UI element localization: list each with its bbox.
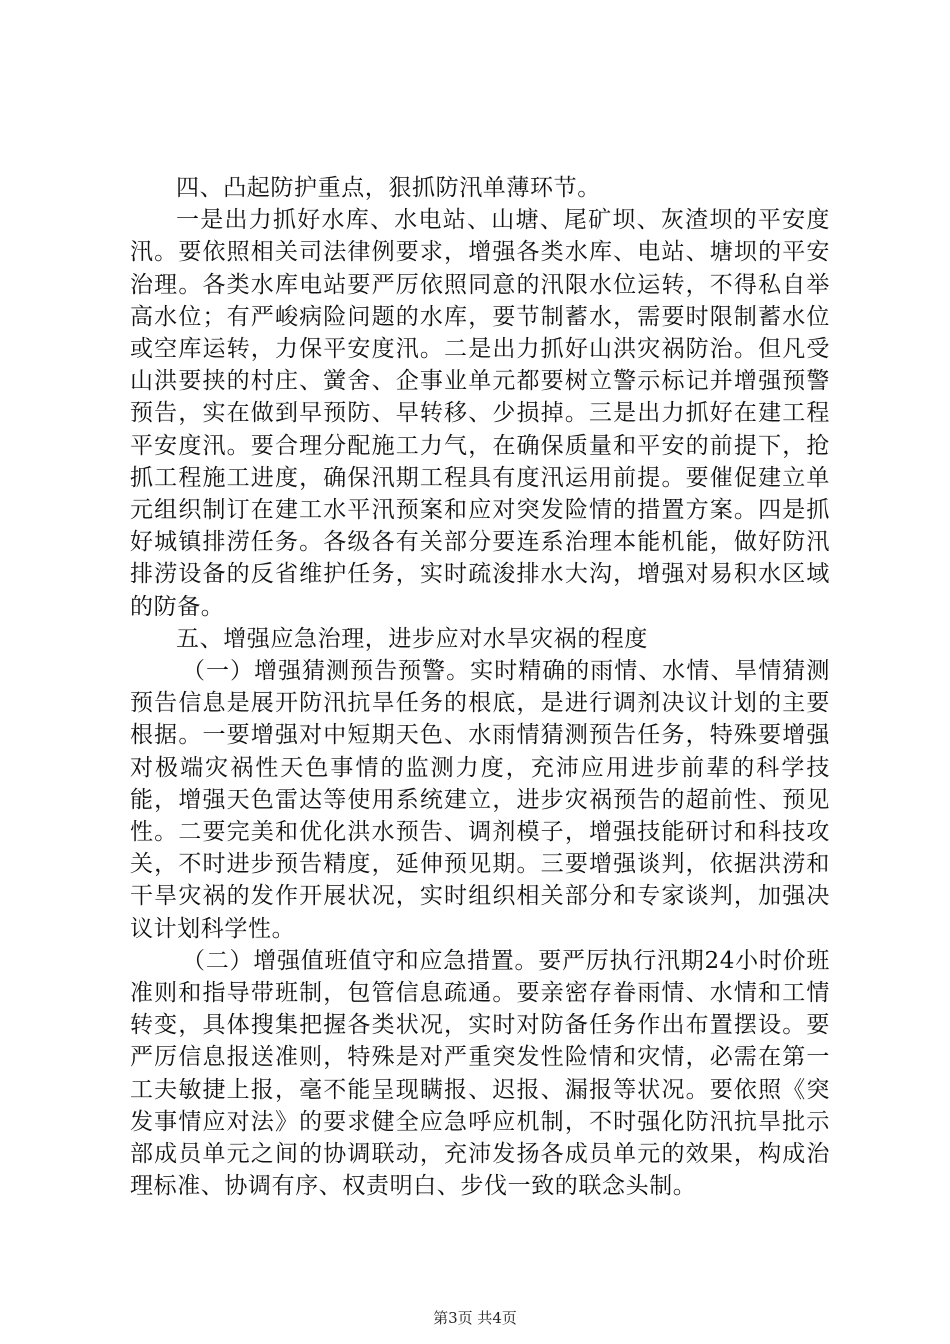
document-body [130,172,830,1203]
body-paragraph: 一是出力抓好水库、水电站、山塘、尾矿坝、灰渣坝的平安度汛。要依照相关司法律例要求，增强各类水库、电站、塘坝的平安治理。各类水库电站要严厉依照同意的汛限水位运转，不得私自举高水位；有严峻病险问题的水库，要节制蓄水，需要时限制蓄水位或空库运转，力保平安度汛。二是出力抓好山洪灾祸防治。但凡受山洪要挟的村庄、黉舍、企事业单元都要树立警示标记并增强预警预告，实在做到早预防、早转移、少损掉。三是出力抓好在建工程平安度汛。要合理分配施工力气，在确保质量和平安的前提下，抢抓工程施工进度，确保汛期工程具有度汛运用前提。要催促建立单元组织制订在建工水平汛预案和应对突发险情的措置方案。四是抓好城镇排涝任务。各级各有关部分要连系治理本能机能，做好防汛排涝设备的反省维护任务，实时疏浚排水大沟，增强对易积水区域的防备。 [130,207,830,620]
body-paragraph: （二）增强值班值守和应急措置。要严厉执行汛期24小时价班准则和指导带班制，包管信息疏通。要亲密存眷雨情、水情和工情转变，具体搜集把握各类状况，实时对防备任务作出布置摆设。要严厉信息报送准则，特殊是对严重突发性险情和灾情，必需在第一工夫敏捷上报，毫不能呈现瞒报、迟报、漏报等状况。要依照《突发事情应对法》的要求健全应急呼应机制，不时强化防汛抗旱批示部成员单元之间的协调联动，充沛发扬各成员单元的效果，构成治理标准、协调有序、权责明白、步伐一致的联念头制。 [130,947,830,1200]
page-number-footer: 第3页 共4页 [433,1309,517,1327]
body-paragraph: （一）增强猜测预告预警。实时精确的雨情、水情、旱情猜测预告信息是展开防汛抗旱任务的根底，是进行调剂决议计划的主要根据。一要增强对中短期天色、水雨情猜测预告任务，特殊要增强对极端灾祸性天色事情的监测力度，充沛应用进步前辈的科学技能，增强天色雷达等使用系统建立，进步灾祸预告的超前性、预见性。二要完美和优化洪水预告、调剂模子，增强技能研讨和科技攻关，不时进步预告精度，延伸预见期。三要增强谈判，依据洪涝和干旱灾祸的发作开展状况，实时组织相关部分和专家谈判，加强决议计划科学性。 [130,658,830,942]
section-heading-4: 四、凸起防护重点，狠抓防汛单薄环节。 [176,175,601,201]
section-heading-5: 五、增强应急治理，进步应对水旱灾祸的程度 [176,625,648,652]
